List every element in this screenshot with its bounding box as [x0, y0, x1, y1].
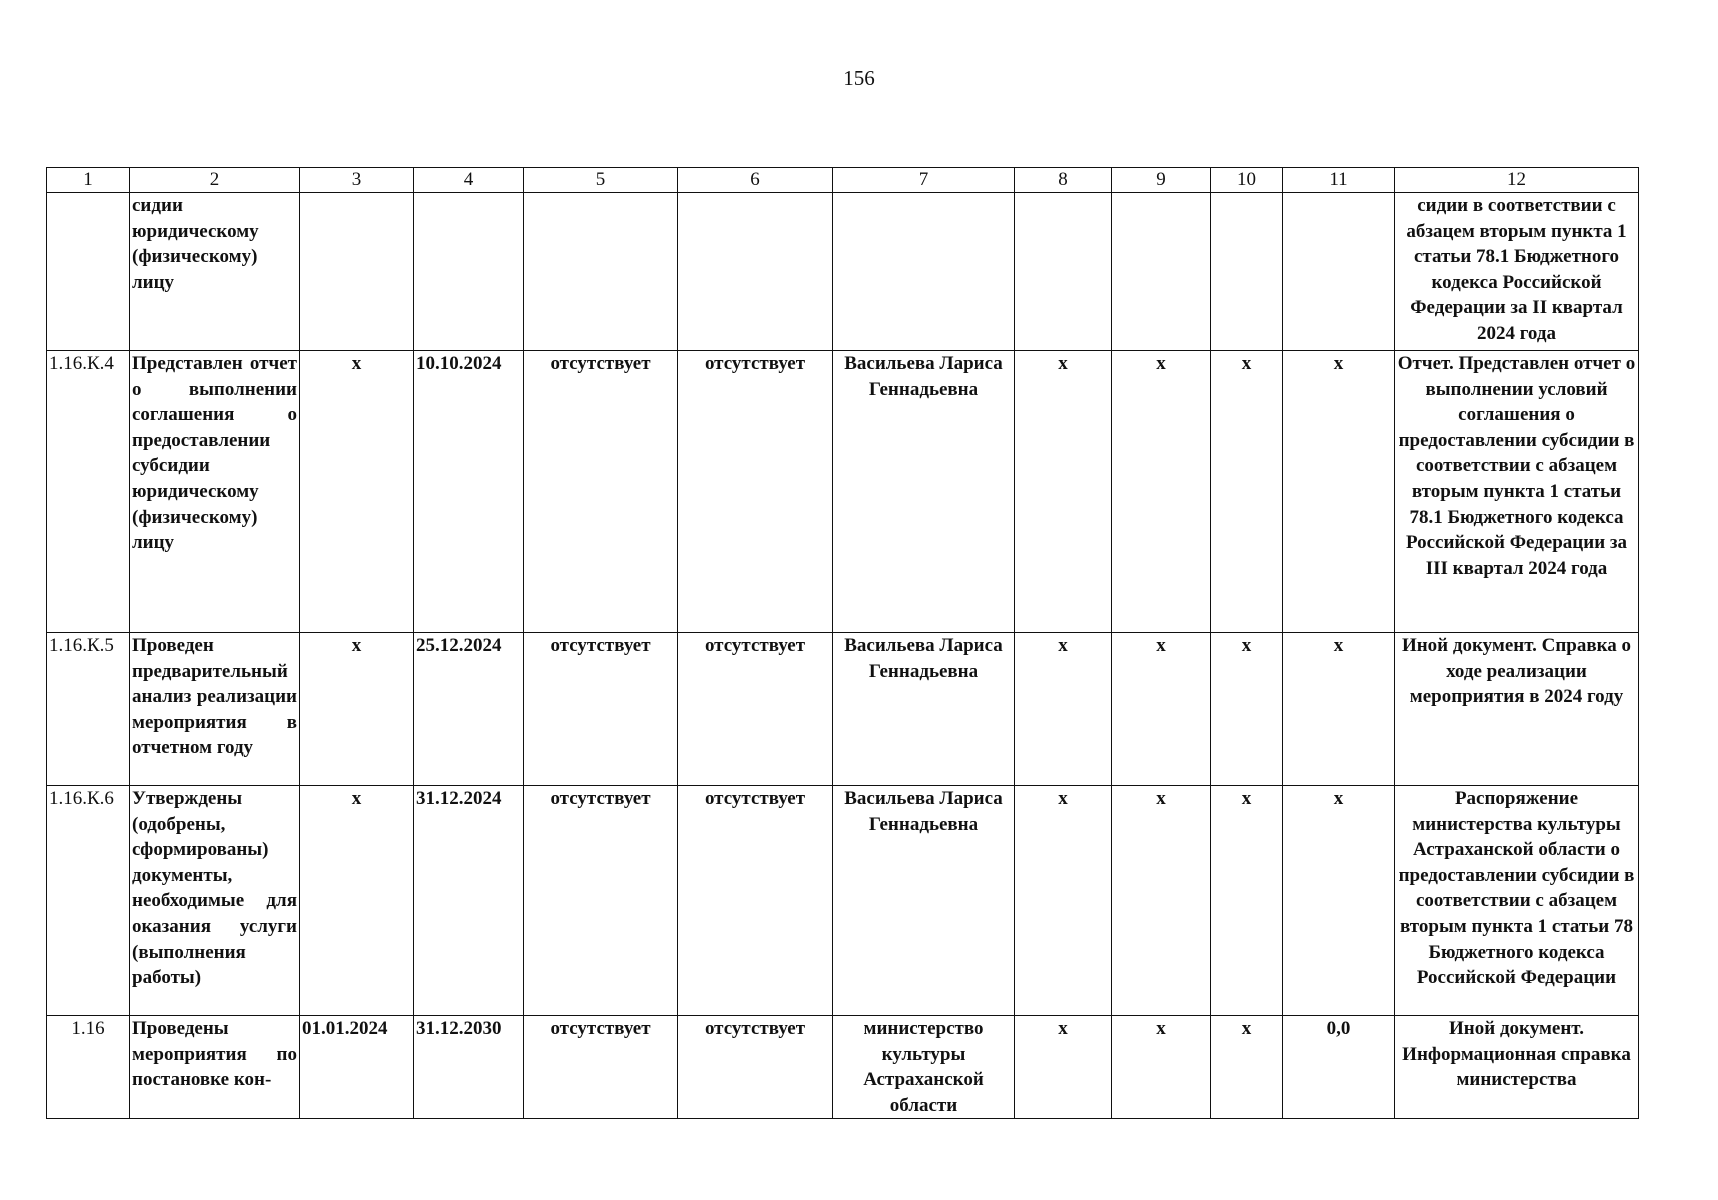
result-document: Иной документ. Справка о ходе реализации мероприятия в 2024 году	[1395, 633, 1639, 786]
cell-col10	[1211, 193, 1283, 351]
cell-col6: отсутствует	[678, 351, 833, 633]
result-document: Отчет. Представлен отчет о выполнении условий соглашения о предоставлении субсидии в соответствии с абзацем вторым пункта 1 статьи 78.1 Бюджетного кодекса Российской Федерации за III квартал 2024 года	[1395, 351, 1639, 633]
row-number: 1.16	[47, 1016, 130, 1119]
column-header: 7	[833, 168, 1015, 193]
column-header: 12	[1395, 168, 1639, 193]
start-date: x	[300, 351, 414, 633]
cell-col6: отсутствует	[678, 633, 833, 786]
end-date: 25.12.2024	[414, 633, 524, 786]
cell-col11: x	[1283, 351, 1395, 633]
event-description: Утверждены (одобрены, сформированы) документы, необходимые для оказания услуги (выполнения работы)	[130, 786, 300, 1016]
result-document: сидии в соответствии с абзацем вторым пункта 1 статьи 78.1 Бюджетного кодекса Российской Федерации за II квартал 2024 года	[1395, 193, 1639, 351]
table-row	[47, 786, 1639, 1016]
event-description: Представлен отчет о выполнении соглашения о предоставлении субсидии юридическому (физическому) лицу	[130, 351, 300, 633]
cell-col8	[1015, 193, 1112, 351]
responsible-person: Васильева Лариса Геннадьевна	[833, 633, 1015, 786]
column-header: 8	[1015, 168, 1112, 193]
column-header: 11	[1283, 168, 1395, 193]
column-header: 1	[47, 168, 130, 193]
end-date: 10.10.2024	[414, 351, 524, 633]
cell-col8: x	[1015, 1016, 1112, 1119]
cell-col8: x	[1015, 786, 1112, 1016]
cell-col11: x	[1283, 786, 1395, 1016]
result-document: Распоряжение министерства культуры Астраханской области о предоставлении субсидии в соответствии с абзацем вторым пункта 1 статьи 78 Бюджетного кодекса Российской Федерации	[1395, 786, 1639, 1016]
page-number: 156	[843, 66, 875, 90]
cell-col6: отсутствует	[678, 786, 833, 1016]
cell-col5: отсутствует	[524, 1016, 678, 1119]
start-date: 01.01.2024	[300, 1016, 414, 1119]
cell-col10: x	[1211, 633, 1283, 786]
cell-col9: x	[1112, 1016, 1211, 1119]
column-header: 2	[130, 168, 300, 193]
cell-col5: отсутствует	[524, 351, 678, 633]
end-date	[414, 193, 524, 351]
column-header: 9	[1112, 168, 1211, 193]
start-date	[300, 193, 414, 351]
cell-col10: x	[1211, 786, 1283, 1016]
row-number: 1.16.К.6	[47, 786, 130, 1016]
column-header: 10	[1211, 168, 1283, 193]
event-description: Проведен предварительный анализ реализации мероприятия в отчетном году	[130, 633, 300, 786]
column-header: 3	[300, 168, 414, 193]
table-row	[47, 351, 1639, 633]
cell-col6	[678, 193, 833, 351]
cell-col8: x	[1015, 351, 1112, 633]
cell-col11: 0,0	[1283, 1016, 1395, 1119]
cell-col9: x	[1112, 633, 1211, 786]
start-date: x	[300, 633, 414, 786]
header-row	[47, 168, 1639, 193]
start-date: x	[300, 786, 414, 1016]
cell-col6: отсутствует	[678, 1016, 833, 1119]
row-number	[47, 193, 130, 351]
column-header: 6	[678, 168, 833, 193]
cell-col9: x	[1112, 786, 1211, 1016]
responsible-person	[833, 193, 1015, 351]
cell-col5: отсутствует	[524, 786, 678, 1016]
table-row	[47, 1016, 1639, 1119]
table-row	[47, 193, 1639, 351]
cell-col11	[1283, 193, 1395, 351]
column-header: 5	[524, 168, 678, 193]
cell-col9: x	[1112, 351, 1211, 633]
cell-col5: отсутствует	[524, 633, 678, 786]
table-row	[47, 633, 1639, 786]
responsible-person: министерство культуры Астраханской области	[833, 1016, 1015, 1119]
cell-col10: x	[1211, 351, 1283, 633]
row-number: 1.16.К.5	[47, 633, 130, 786]
cell-col10: x	[1211, 1016, 1283, 1119]
event-description: Проведены мероприятия по постановке кон-	[130, 1016, 300, 1119]
report-table	[46, 167, 1639, 1119]
event-description: сидии юридическому (физическому) лицу	[130, 193, 300, 351]
cell-col11: x	[1283, 633, 1395, 786]
cell-col8: x	[1015, 633, 1112, 786]
result-document: Иной документ. Информационная справка министерства	[1395, 1016, 1639, 1119]
cell-col5	[524, 193, 678, 351]
responsible-person: Васильева Лариса Геннадьевна	[833, 786, 1015, 1016]
cell-col9	[1112, 193, 1211, 351]
responsible-person: Васильева Лариса Геннадьевна	[833, 351, 1015, 633]
column-header: 4	[414, 168, 524, 193]
row-number: 1.16.К.4	[47, 351, 130, 633]
end-date: 31.12.2030	[414, 1016, 524, 1119]
end-date: 31.12.2024	[414, 786, 524, 1016]
